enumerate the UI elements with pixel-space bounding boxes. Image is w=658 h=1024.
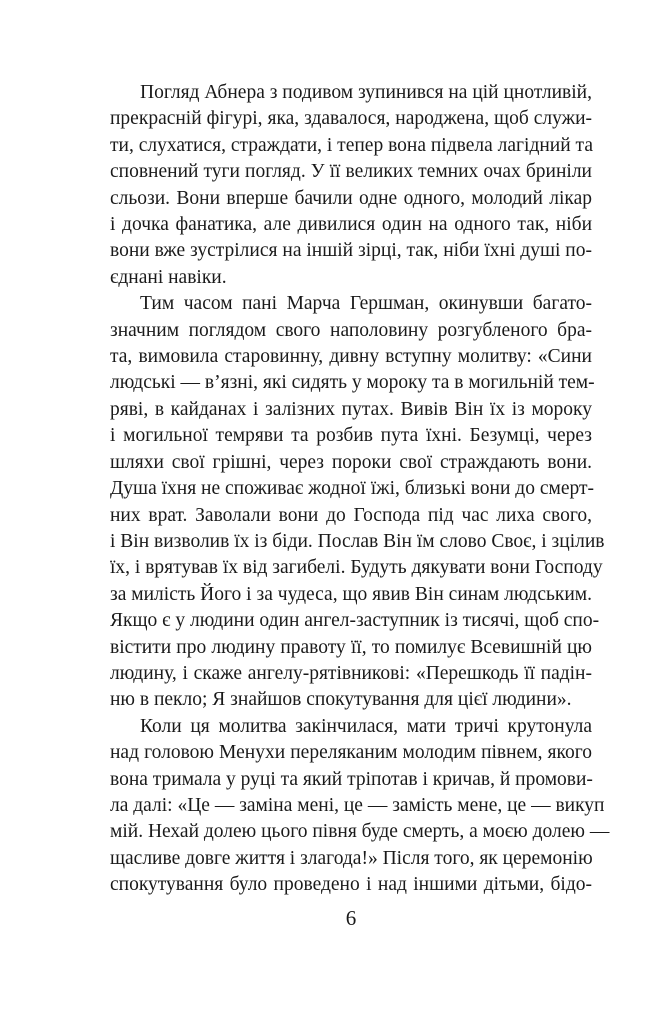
text-line: людські — в’язні, які сидять у мороку та в могильній тем- [110,372,595,394]
text-line: вони вже зустрілися на іншій зірці, так, ніби їхні душі по- [110,240,592,262]
text-line: прекрасній фігурі, яка, здавалося, народжена, щоб служи- [110,108,592,130]
page-text-block [110,80,610,899]
text-line: за милість Його і за чудеса, що явив Він синам людським. [110,583,592,605]
text-line: вістити про людину правоту її, то помилує Всевишній цю [110,636,592,658]
text-line: Погляд Абнера з подивом зупинився на цій цнотливій, [140,82,592,103]
text-line: і Він визволив їх із біди. Послав Він їм слово Своє, і зцілив [110,530,605,552]
text-line: значним поглядом свого наполовину розгубленого бра- [110,319,592,341]
text-line: Душа їхня не споживає жодної їжі, близькі вони до смерт- [110,478,594,500]
text-line: Тим часом пані Марча Гершман, окинувши багато- [140,293,592,315]
text-line: їх, і врятував їх від загибелі. Будуть дякувати вони Господу [110,557,603,579]
text-line: і дочка фанатика, але дивилися один на одного так, ніби [110,214,592,236]
paragraph-1 [110,80,592,291]
text-line: них врат. Заволали вони до Господа під час лиха свого, [110,504,592,526]
text-line: і могильної темряви та розбив пута їхні. Безумці, через [110,425,592,447]
text-line: над головою Менухи переляканим молодим півнем, якого [110,742,592,764]
text-line: людину, і скаже ангелу-рятівникові: «Перешкодь її падін- [110,662,592,684]
text-line: Коли ця молитва закінчилася, мати тричі крутонула [140,715,592,737]
text-line: мій. Нехай долею цього півня буде смерть, а моєю долею — [110,821,610,843]
text-line: вона тримала у руці та який тріпотав і кричав, й промови- [110,768,593,790]
text-line: та, вимовила старовинну, дивну вступну молитву: «Сини [110,346,592,368]
paragraph-2 [110,291,605,714]
paragraph-3 [110,714,610,899]
text-line: ти, слухатися, страждати, і тепер вона підвела лагідний та [110,134,593,156]
page-number: 6 [345,906,357,930]
text-line: шляхи свої грішні, через пороки свої страждають вони. [110,451,592,473]
text-line: спокутування було проведено і над іншими дітьми, бідо- [110,874,592,896]
text-line: сповнений туги погляд. У її великих темних очах бриніли [110,161,592,183]
text-line: Якщо є у людини один ангел-заступник із тисячі, щоб спо- [110,610,600,632]
text-line: щасливе довге життя і злагода!» Після того, як церемонію [110,847,593,869]
text-line: ряві, в кайданах і залізних путах. Вивів Він їх із мороку [110,398,592,420]
text-line: ню в пекло; Я знайшов спокутування для цієї людини». [110,689,572,711]
text-line: єднані навіки. [110,266,227,288]
text-line: ла далі: «Це — заміна мені, це — замість мене, це — викуп [110,794,605,816]
text-line: сльози. Вони вперше бачили одне одного, молодий лікар [110,187,592,209]
